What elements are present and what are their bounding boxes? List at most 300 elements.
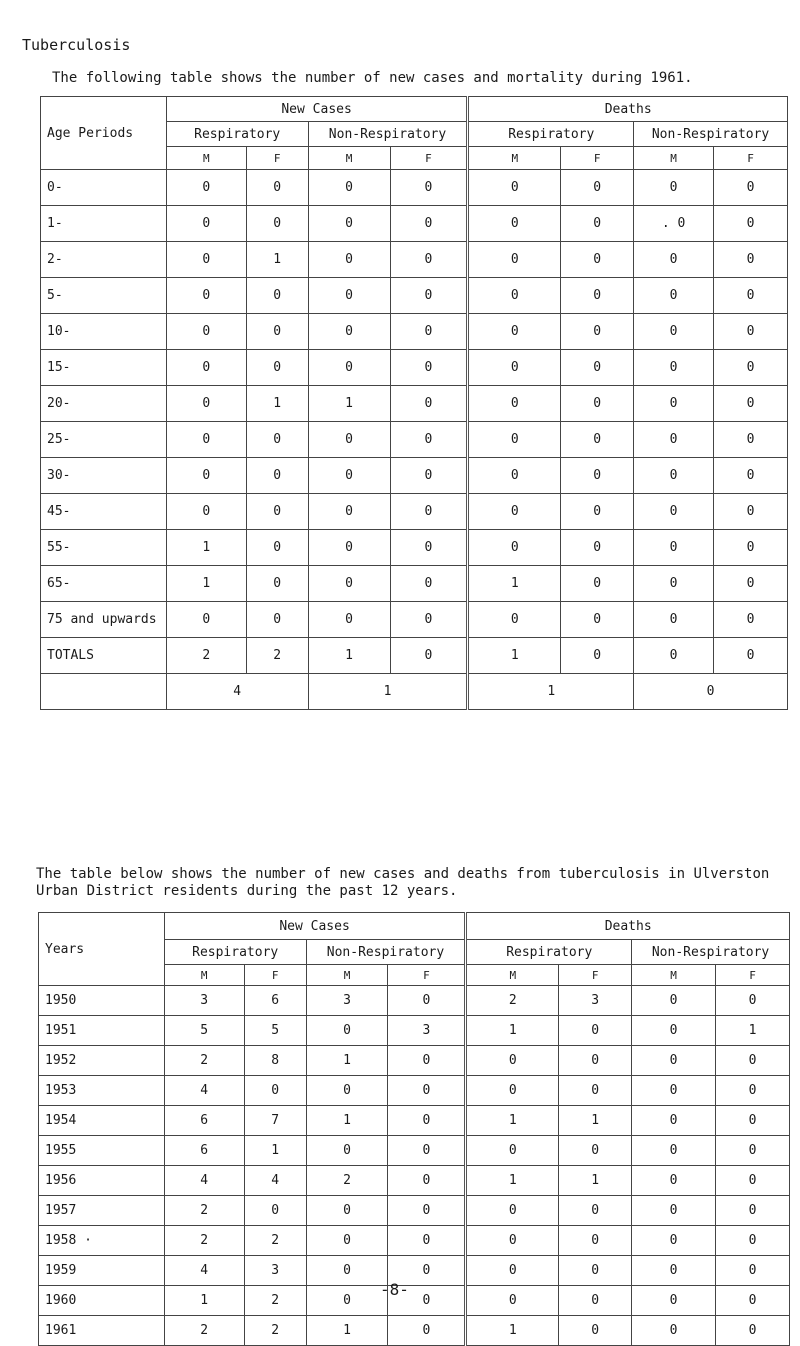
table-row	[41, 242, 788, 278]
table-cell: 0	[714, 170, 788, 206]
table-cell: 0	[561, 350, 634, 386]
table-cell: 0	[632, 1076, 716, 1106]
table-cell: 3	[164, 986, 244, 1016]
table-cell: 0	[246, 278, 308, 314]
table-cell: 0	[466, 1226, 559, 1256]
table-cell: 0	[388, 1076, 466, 1106]
table-cell: 0	[388, 1316, 466, 1346]
table-cell: 3	[388, 1016, 466, 1046]
table-row	[41, 638, 788, 674]
table-row	[41, 566, 788, 602]
table-cell: 0	[388, 1106, 466, 1136]
table-row	[39, 1196, 790, 1226]
table-cell: 0	[561, 242, 634, 278]
table-cell: 0	[561, 530, 634, 566]
male-header: M	[632, 965, 716, 986]
table-cell: 6	[164, 1106, 244, 1136]
table-cell: 0	[308, 494, 390, 530]
table-cell: 0	[306, 1226, 388, 1256]
table-cell: 0	[716, 1256, 790, 1286]
table-cell: 1	[716, 1016, 790, 1046]
table-cell: 0	[716, 1316, 790, 1346]
table-cell: 0	[634, 494, 714, 530]
table-cell: 0	[390, 314, 468, 350]
table-cell: 2	[466, 986, 559, 1016]
respiratory-header: Respiratory	[468, 122, 634, 147]
table-cell: 0	[559, 1316, 632, 1346]
table-cell: 0	[390, 206, 468, 242]
row-label: 1950	[39, 986, 165, 1016]
table-cell: 0	[632, 1016, 716, 1046]
table-cell: 0	[468, 494, 561, 530]
table-cell: 0	[308, 422, 390, 458]
table-cell: 0	[308, 170, 390, 206]
row-label: 1953	[39, 1076, 165, 1106]
table-cell: 0	[468, 170, 561, 206]
table-cell: 0	[468, 602, 561, 638]
table-cell: 0	[244, 1076, 306, 1106]
table-cell: 0	[634, 458, 714, 494]
table-cell: 0	[166, 206, 246, 242]
table-cell: 4	[164, 1076, 244, 1106]
table-cell: 0	[388, 986, 466, 1016]
table-cell: 0	[561, 602, 634, 638]
table-cell: 0	[308, 566, 390, 602]
row-label: 1960	[39, 1286, 165, 1316]
table-cell: 0	[390, 422, 468, 458]
intro-text: The following table shows the number of new cases and mortality during 1961.	[52, 70, 693, 86]
table-cell: 0	[388, 1286, 466, 1316]
non-respiratory-header: Non-Respiratory	[632, 940, 790, 965]
table-cell: 0	[714, 350, 788, 386]
table-cell: 1	[466, 1316, 559, 1346]
table-cell: 0	[468, 242, 561, 278]
table-row	[41, 494, 788, 530]
table-cell: 0	[306, 1136, 388, 1166]
table-cell: 1	[166, 566, 246, 602]
table-cell: 0	[468, 278, 561, 314]
table-cell: 1	[468, 638, 561, 674]
table-cell: 0	[714, 494, 788, 530]
table-cell: 2	[306, 1166, 388, 1196]
table-cell: 0	[634, 386, 714, 422]
table-cell: 0	[166, 494, 246, 530]
table-cell: 5	[244, 1016, 306, 1046]
row-label: 1959	[39, 1256, 165, 1286]
subtotal-cell: 1	[468, 674, 634, 710]
table-cell: 0	[561, 170, 634, 206]
table-cell: 0	[634, 350, 714, 386]
table-cell: 0	[714, 638, 788, 674]
table-cell: 2	[166, 638, 246, 674]
row-label: 30-	[41, 458, 167, 494]
table-cell: 0	[246, 314, 308, 350]
table-cell: 0	[246, 566, 308, 602]
non-respiratory-header: Non-Respiratory	[634, 122, 788, 147]
respiratory-header: Respiratory	[466, 940, 632, 965]
table-cell: 2	[164, 1196, 244, 1226]
table-cell: 0	[308, 602, 390, 638]
table-cell: 0	[561, 422, 634, 458]
row-label: 55-	[41, 530, 167, 566]
male-header: M	[166, 147, 246, 170]
respiratory-header: Respiratory	[166, 122, 308, 147]
table-row	[41, 458, 788, 494]
table-cell: 2	[246, 638, 308, 674]
table-cell: 0	[308, 314, 390, 350]
table-cell: 0	[246, 422, 308, 458]
table-cell: 0	[306, 1076, 388, 1106]
table-cell: 1	[466, 1166, 559, 1196]
table-row	[41, 530, 788, 566]
table-cell: 1	[306, 1046, 388, 1076]
table-row	[39, 1136, 790, 1166]
table-row	[41, 350, 788, 386]
table-cell: 0	[246, 602, 308, 638]
table-cell: 3	[306, 986, 388, 1016]
table-cell: 0	[634, 314, 714, 350]
table-cell: 0	[468, 314, 561, 350]
table-cell: 0	[634, 278, 714, 314]
respiratory-header: Respiratory	[164, 940, 306, 965]
table-cell: 0	[246, 494, 308, 530]
table-cell: 0	[466, 1046, 559, 1076]
table-cell: 0	[716, 1166, 790, 1196]
table-cell: 0	[390, 386, 468, 422]
table-cell: 0	[308, 530, 390, 566]
row-label: 1957	[39, 1196, 165, 1226]
table-cell: 0	[561, 566, 634, 602]
subtotal-cell: 4	[166, 674, 308, 710]
table-cell: 0	[166, 278, 246, 314]
table-cell: 0	[634, 638, 714, 674]
table-cell: 0	[388, 1226, 466, 1256]
table-cell: 0	[716, 1136, 790, 1166]
table-cell: 1	[246, 386, 308, 422]
table-cell: 0	[166, 242, 246, 278]
table-cell: 0	[714, 278, 788, 314]
table-cell: 0	[632, 1316, 716, 1346]
table-cell: 0	[561, 458, 634, 494]
male-header: M	[308, 147, 390, 170]
table-cell: 1	[308, 638, 390, 674]
table-cell: 0	[466, 1286, 559, 1316]
row-label: 1951	[39, 1016, 165, 1046]
table-cell: 7	[244, 1106, 306, 1136]
table-cell: 0	[166, 170, 246, 206]
table-cell: 0	[716, 986, 790, 1016]
table-cell: 0	[388, 1166, 466, 1196]
table-cell: 0	[390, 242, 468, 278]
table-cell: 6	[244, 986, 306, 1016]
table-cell: 0	[246, 458, 308, 494]
table-cell: 1	[306, 1106, 388, 1136]
table-cell: 0	[468, 350, 561, 386]
female-header: F	[390, 147, 468, 170]
female-header: F	[559, 965, 632, 986]
table-cell: 0	[468, 422, 561, 458]
table-row	[41, 170, 788, 206]
deaths-header: Deaths	[468, 97, 788, 122]
row-label: 1961	[39, 1316, 165, 1346]
female-header: F	[246, 147, 308, 170]
table-cell: 0	[559, 1196, 632, 1226]
table-cell: 0	[559, 1226, 632, 1256]
table-cell: 0	[390, 530, 468, 566]
table-cell: 0	[559, 1016, 632, 1046]
table-cell: 0	[308, 458, 390, 494]
row-label: 1952	[39, 1046, 165, 1076]
table-cell: 1	[468, 566, 561, 602]
table-cell: 0	[714, 530, 788, 566]
table-cell: 0	[559, 1256, 632, 1286]
row-label: 2-	[41, 242, 167, 278]
table-cell: 0	[390, 278, 468, 314]
table-cell: 0	[559, 1136, 632, 1166]
non-respiratory-header: Non-Respiratory	[308, 122, 468, 147]
table-cell: 0	[306, 1016, 388, 1046]
female-header: F	[716, 965, 790, 986]
table-cell: 0	[632, 1166, 716, 1196]
table-cell: 0	[561, 278, 634, 314]
new-cases-mortality-table	[40, 96, 788, 710]
table-cell: 0	[388, 1136, 466, 1166]
table-cell: 0	[632, 1256, 716, 1286]
row-label: 25-	[41, 422, 167, 458]
table-cell: 0	[716, 1196, 790, 1226]
row-label: 10-	[41, 314, 167, 350]
table-row	[39, 1106, 790, 1136]
table-cell: 0	[246, 530, 308, 566]
table-cell: 0	[632, 1226, 716, 1256]
table-cell: 0	[714, 386, 788, 422]
table-row	[41, 314, 788, 350]
table-cell: 0	[559, 1076, 632, 1106]
table-cell: 0	[632, 986, 716, 1016]
intro-text-2: The table below shows the number of new cases and deaths from tuberculosis in Ulverston Urban District residents during the past 12 years.	[36, 866, 770, 899]
table-cell: 0	[561, 494, 634, 530]
table-cell: 0	[466, 1256, 559, 1286]
table-row	[41, 386, 788, 422]
table-cell: 0	[561, 386, 634, 422]
table-cell: 0	[561, 206, 634, 242]
table-cell: 4	[244, 1166, 306, 1196]
table-cell: 0	[559, 1046, 632, 1076]
table-cell: 0	[390, 494, 468, 530]
years-header: Years	[39, 913, 165, 986]
twelve-year-table	[38, 912, 790, 1346]
female-header: F	[244, 965, 306, 986]
table-row	[41, 422, 788, 458]
table-cell: 0	[308, 350, 390, 386]
table-cell: 0	[561, 638, 634, 674]
table-cell: 0	[166, 350, 246, 386]
female-header: F	[714, 147, 788, 170]
table-cell: 3	[244, 1256, 306, 1286]
table-cell: 3	[559, 986, 632, 1016]
table-cell: 8	[244, 1046, 306, 1076]
table-cell: 0	[246, 350, 308, 386]
female-header: F	[388, 965, 466, 986]
table-cell: 1	[306, 1316, 388, 1346]
row-label: 1956	[39, 1166, 165, 1196]
table-cell: 0	[466, 1136, 559, 1166]
table-cell: 0	[632, 1046, 716, 1076]
table-cell: 2	[244, 1316, 306, 1346]
table-cell: 4	[164, 1256, 244, 1286]
subtotal-cell: 0	[634, 674, 788, 710]
table-cell: 0	[166, 422, 246, 458]
table-cell: 0	[634, 566, 714, 602]
table-cell: 0	[166, 314, 246, 350]
table-cell: 0	[559, 1286, 632, 1316]
row-label: 0-	[41, 170, 167, 206]
table-cell: 1	[164, 1286, 244, 1316]
table-cell: 0	[166, 386, 246, 422]
table-cell: 0	[468, 386, 561, 422]
row-label: 1954	[39, 1106, 165, 1136]
age-periods-header: Age Periods	[41, 97, 167, 170]
table-cell: 0	[246, 170, 308, 206]
table-cell: 0	[306, 1256, 388, 1286]
row-label: 1958 ·	[39, 1226, 165, 1256]
non-respiratory-header: Non-Respiratory	[306, 940, 466, 965]
table-cell: 0	[714, 602, 788, 638]
table-row	[39, 1256, 790, 1286]
table-cell: 2	[244, 1286, 306, 1316]
row-label: TOTALS	[41, 638, 167, 674]
new-cases-header: New Cases	[164, 913, 466, 940]
table-cell: 0	[166, 602, 246, 638]
table-cell: 0	[468, 530, 561, 566]
table-cell: 0	[716, 1286, 790, 1316]
table-cell: 2	[164, 1226, 244, 1256]
new-cases-header: New Cases	[166, 97, 468, 122]
table-cell: 0	[306, 1196, 388, 1226]
table-row	[39, 1166, 790, 1196]
subtotal-cell: 1	[308, 674, 468, 710]
table-cell: 6	[164, 1136, 244, 1166]
row-label: 20-	[41, 386, 167, 422]
table-cell: 0	[390, 638, 468, 674]
table-cell: 0	[714, 206, 788, 242]
table-row	[39, 1286, 790, 1316]
table-cell: 1	[246, 242, 308, 278]
table-cell: 0	[561, 314, 634, 350]
table-cell: 0	[244, 1196, 306, 1226]
table-cell: 0	[632, 1196, 716, 1226]
table-cell: 4	[164, 1166, 244, 1196]
table-cell: 1	[466, 1016, 559, 1046]
table-row	[41, 206, 788, 242]
table-cell: 0	[166, 458, 246, 494]
table-cell: 1	[308, 386, 390, 422]
page-number: -8-	[380, 1280, 409, 1299]
row-label: 5-	[41, 278, 167, 314]
table-cell: 0	[306, 1286, 388, 1316]
male-header: M	[306, 965, 388, 986]
table-row	[41, 278, 788, 314]
table-cell: 1	[559, 1106, 632, 1136]
table-row	[39, 986, 790, 1016]
table-cell: 0	[308, 278, 390, 314]
female-header: F	[561, 147, 634, 170]
table-cell: 2	[244, 1226, 306, 1256]
male-header: M	[468, 147, 561, 170]
table-cell: 0	[388, 1046, 466, 1076]
table-cell: 0	[716, 1046, 790, 1076]
table-row	[39, 1076, 790, 1106]
table-cell: 0	[634, 422, 714, 458]
page-title: Tuberculosis	[22, 36, 131, 54]
table-cell: 0	[308, 206, 390, 242]
table-cell: 0	[632, 1106, 716, 1136]
table-cell: 0	[388, 1256, 466, 1286]
table-cell: 0	[714, 422, 788, 458]
table-cell: 0	[388, 1196, 466, 1226]
table-cell: 1	[466, 1106, 559, 1136]
table-row	[39, 1046, 790, 1076]
table-cell: 0	[716, 1106, 790, 1136]
table-cell: 1	[559, 1166, 632, 1196]
table-row	[39, 1226, 790, 1256]
table-row	[39, 1016, 790, 1046]
table-cell: 2	[164, 1046, 244, 1076]
male-header: M	[466, 965, 559, 986]
deaths-header: Deaths	[466, 913, 790, 940]
table-cell: 0	[308, 242, 390, 278]
table-cell: 1	[166, 530, 246, 566]
table-cell: . 0	[634, 206, 714, 242]
row-label: 15-	[41, 350, 167, 386]
table-cell: 0	[390, 566, 468, 602]
table-cell: 0	[716, 1076, 790, 1106]
table-cell: 0	[246, 206, 308, 242]
row-label: 1955	[39, 1136, 165, 1166]
table-row	[41, 602, 788, 638]
male-header: M	[634, 147, 714, 170]
table-cell: 0	[634, 242, 714, 278]
table-cell: 0	[634, 530, 714, 566]
male-header: M	[164, 965, 244, 986]
table-cell: 0	[634, 170, 714, 206]
table-cell: 0	[390, 350, 468, 386]
row-label: 65-	[41, 566, 167, 602]
table-cell: 2	[164, 1316, 244, 1346]
table-cell: 1	[244, 1136, 306, 1166]
table-cell: 0	[466, 1076, 559, 1106]
table-cell: 5	[164, 1016, 244, 1046]
table-cell: 0	[468, 206, 561, 242]
row-label: 45-	[41, 494, 167, 530]
table-cell: 0	[632, 1136, 716, 1166]
table-cell: 0	[714, 566, 788, 602]
table-cell: 0	[468, 458, 561, 494]
table-cell: 0	[632, 1286, 716, 1316]
subtotal-label	[41, 674, 167, 710]
table-cell: 0	[714, 314, 788, 350]
table-cell: 0	[390, 458, 468, 494]
table-cell: 0	[714, 242, 788, 278]
row-label: 75 and upwards	[41, 602, 167, 638]
table-cell: 0	[466, 1196, 559, 1226]
table-row	[39, 1316, 790, 1346]
table-cell: 0	[716, 1226, 790, 1256]
table-cell: 0	[390, 602, 468, 638]
table-cell: 0	[390, 170, 468, 206]
row-label: 1-	[41, 206, 167, 242]
table-cell: 0	[634, 602, 714, 638]
